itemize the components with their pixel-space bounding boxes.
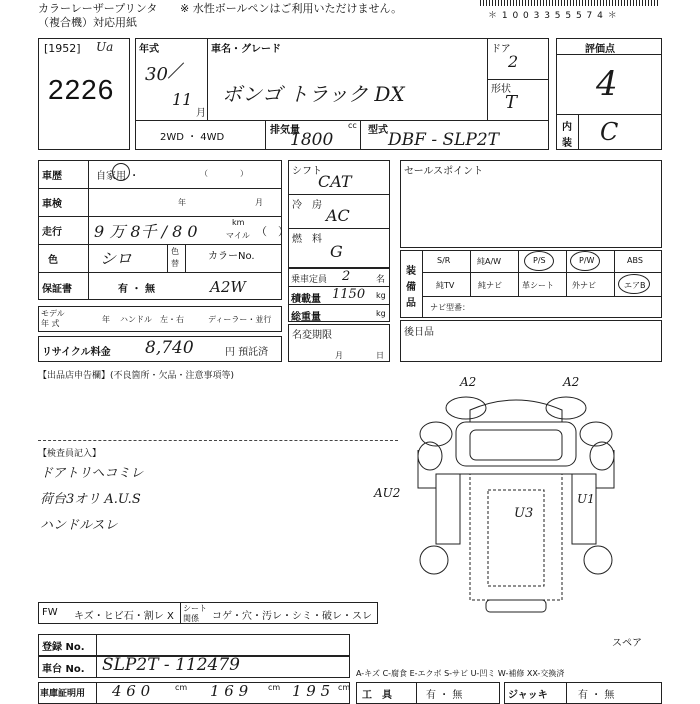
mark-au2: AU2 (374, 486, 401, 500)
jack-label: ジャッキ (508, 690, 548, 701)
expiry-day: 日 (376, 351, 384, 360)
capacity-label: 乗車定員 (291, 275, 328, 285)
capacity-value: 2 (342, 269, 351, 284)
header-line1: カラーレーザープリンタ (38, 2, 158, 15)
wheel-front-left (420, 422, 452, 446)
model-sub-bottom: 年 式 (41, 319, 60, 328)
equip-tv: 純TV (436, 281, 455, 290)
history-value: 自家用 ・ (96, 171, 140, 182)
inspection-month: 月 (255, 198, 263, 207)
score-label: 評価点 (585, 44, 615, 55)
equip-sr: S/R (437, 256, 451, 265)
retrofit-label: 後日品 (404, 327, 434, 338)
displacement-value: 1800 (290, 130, 334, 150)
equip-leather: 革シート (522, 281, 554, 290)
equipment-label-1: 装 (406, 266, 416, 277)
drive-value: 2WD ・ 4WD (160, 132, 225, 143)
color-change-top: 色 (171, 247, 179, 256)
tools-value: 有 ・ 無 (426, 690, 463, 701)
car-name-value: ボンゴ トラック DX (222, 82, 405, 106)
color-code-value: A2W (210, 278, 246, 296)
gross-label: 総重量 (291, 312, 321, 323)
equip-ext-navi: 外ナビ (572, 281, 596, 290)
mileage-value: 9 万 8千 / 8 0 (94, 222, 198, 241)
bed-left-gate (436, 474, 460, 544)
header-line2: （複合機）対応用紙 (38, 16, 137, 29)
equip-pw-circle (570, 251, 600, 271)
mileage-paren: （ ） (256, 225, 289, 238)
shift-value: CAT (318, 172, 352, 191)
color-change-bottom: 替 (171, 259, 179, 268)
inspector-note-3: ハンドルスレ (40, 518, 118, 533)
damage-legend: A-キズ C-腐食 E-エクボ S-サビ U-凹ミ W-補修 XX-交換済 (356, 669, 565, 678)
chassis-value: SLP2T - 112479 (102, 655, 240, 675)
displacement-label: 排気量 (270, 125, 300, 136)
model-month-value: 11 (172, 90, 193, 109)
spare-label: スペア (612, 638, 642, 649)
load-unit: kg (376, 291, 386, 300)
lot-mark: Ua (96, 40, 114, 54)
recycle-value: 8,740 (145, 338, 194, 358)
color-code-label: カラーNo. (208, 251, 255, 262)
door-value: 2 (508, 52, 519, 71)
interior-label-top: 内 (562, 122, 572, 133)
recycle-unit: 円 預託済 (225, 347, 269, 358)
cab-inner (470, 430, 562, 460)
wheel-front-right (580, 422, 612, 446)
interior-label-bottom: 装 (562, 138, 572, 149)
door-label: ドア (491, 44, 511, 55)
mark-u1: U1 (577, 492, 595, 506)
fuel-value: G (330, 242, 343, 261)
equip-aw: 純A/W (477, 257, 502, 266)
bed-floor (470, 474, 562, 600)
lot-year-code: [1952] (44, 42, 81, 55)
cert-unit-1: cm (175, 683, 188, 692)
barcode (480, 0, 660, 6)
color-label: 色 (48, 255, 58, 266)
mark-a2-right: A2 (563, 375, 580, 389)
inspector-label: 【検査員記入】 (38, 449, 102, 459)
model-month-unit: 月 (196, 108, 206, 119)
wheel-rear-right (584, 546, 612, 574)
header-note: ※ 水性ボールペンはご利用いただけません。 (180, 2, 403, 15)
fw-seat-bottom: 関係 (183, 614, 199, 623)
expiry-label: 名変期限 (292, 330, 332, 341)
equipment-label-3: 品 (406, 298, 416, 309)
navi-model-label: ナビ型番： (430, 303, 470, 312)
fw-seat-top: シート (183, 604, 207, 613)
gross-unit: kg (376, 309, 386, 318)
equipment-label-2: 備 (406, 282, 416, 293)
inspection-year: 年 (178, 198, 186, 207)
ac-value: AC (326, 206, 350, 225)
mileage-unit-top: km (232, 218, 245, 227)
model-year-value: 30 (145, 64, 168, 85)
fw-seat-value: コゲ・穴・汚レ・シミ・破レ・スレ (212, 611, 372, 622)
ac-label: 冷 房 (292, 200, 322, 211)
equip-pw: P/W (579, 256, 595, 265)
shape-label: 形状 (491, 84, 511, 95)
load-value: 1150 (332, 287, 366, 302)
model-year-label: 年式 (139, 44, 159, 55)
retrofit-box (400, 320, 662, 362)
cert-v2: 1 6 9 (210, 682, 249, 700)
model-sub-year: 年 (102, 315, 110, 324)
cert-v3: 1 9 5 (292, 682, 331, 700)
dealer-report-label: 【出品店申告欄】(不良箇所・欠品・注意事項等) (38, 371, 235, 381)
mirror-right (546, 397, 586, 419)
model-type-label: 型式 (368, 125, 388, 136)
cert-unit-2: cm (268, 683, 281, 692)
fuel-label: 燃 料 (292, 234, 322, 245)
equip-abs: ABS (627, 256, 643, 265)
history-label: 車歴 (42, 171, 62, 182)
inspection-label: 車検 (42, 199, 62, 210)
cert-v1: 4 6 0 (112, 682, 151, 700)
model-sub-top: モデル (41, 309, 65, 318)
mark-a2-left: A2 (460, 375, 477, 389)
load-label: 積載量 (291, 294, 321, 305)
shift-label: シフト (292, 166, 322, 177)
sales-point-label: セールスポイント (404, 166, 484, 177)
tools-label: 工 具 (362, 690, 392, 701)
history-circle (112, 163, 130, 181)
inspector-note-1: ドアトリヘコミレ (40, 466, 144, 481)
mileage-label: 走行 (42, 227, 62, 238)
wheel-rear-left (420, 546, 448, 574)
fw-value: キズ・ヒビ石・割レ X (74, 611, 174, 622)
fw-label: FW (42, 607, 58, 618)
model-type-value: DBF - SLP2T (388, 130, 499, 150)
mark-u3: U3 (514, 506, 534, 521)
equip-airbag-circle (618, 274, 650, 294)
mileage-unit-bottom: マイル (226, 231, 250, 240)
equip-ps-circle (524, 251, 554, 271)
mirror-left (446, 397, 486, 419)
equip-navi: 純ナビ (478, 281, 502, 290)
jack-value: 有 ・ 無 (578, 690, 615, 701)
model-sub-handle: ハンドル 左・右 (120, 315, 184, 324)
equip-airbag: エアB (624, 281, 646, 290)
cert-label: 車庫証明用 (40, 689, 86, 699)
rear-bumper (486, 600, 546, 612)
warranty-label: 保証書 (42, 284, 72, 295)
shape-value: T (505, 92, 518, 113)
history-paren: （ ） (200, 169, 248, 178)
cert-unit-3: cm (338, 683, 351, 692)
color-value: シロ (100, 249, 133, 268)
chassis-label: 車台 No. (42, 664, 85, 675)
fender-left (418, 442, 442, 470)
bed-inner (488, 490, 544, 586)
damage-diagram (408, 378, 658, 626)
equip-ps: P/S (533, 256, 546, 265)
displacement-unit: cc (348, 121, 357, 130)
bed-right-gate (572, 474, 596, 544)
recycle-label: リサイクル料金 (42, 347, 111, 358)
capacity-unit: 名 (376, 275, 386, 285)
inspector-note-2: 荷台3オリ A.U.S (40, 492, 141, 507)
fender-right (590, 442, 614, 470)
interior-value: C (600, 118, 619, 146)
lot-number: 2226 (48, 74, 115, 105)
expiry-month: 月 (335, 351, 343, 360)
score-value: 4 (596, 64, 618, 104)
warranty-value: 有 ・ 無 (118, 284, 155, 295)
model-sub-dealer: ディーラー・並行 (208, 315, 272, 324)
car-name-label: 車名・グレード (211, 44, 281, 55)
serial-number: ＊ 1 0 0 3 3 5 5 5 7 4 ＊ (488, 11, 618, 21)
registration-label: 登録 No. (42, 642, 85, 653)
